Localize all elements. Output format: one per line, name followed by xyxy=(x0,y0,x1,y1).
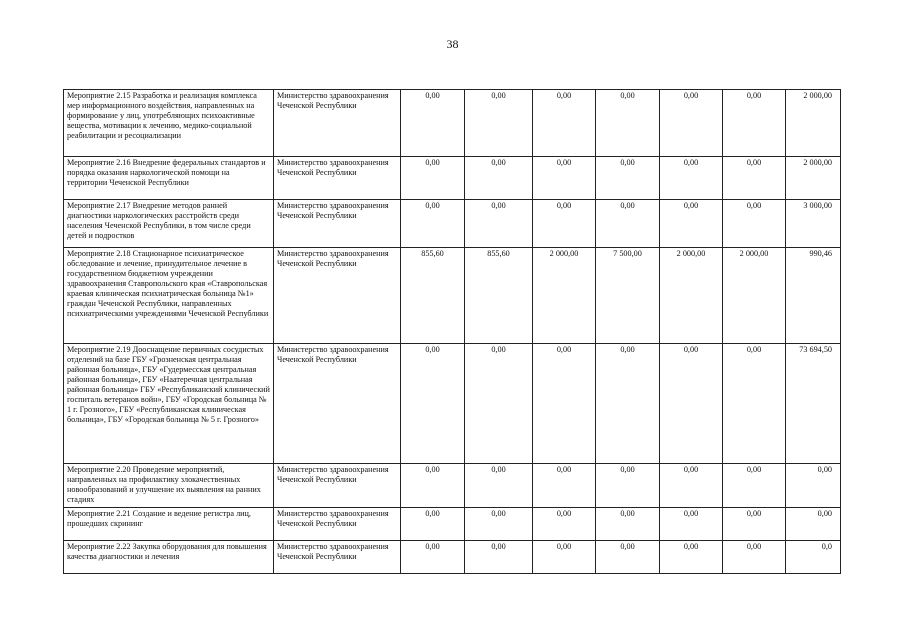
measures-table xyxy=(63,89,841,574)
value-cell: 0,00 xyxy=(465,344,533,464)
responsible-cell: Министерство здравоохранения Чеченской Республики xyxy=(274,90,401,157)
value-cell: 0,00 xyxy=(723,157,786,200)
value-cell: 0,00 xyxy=(596,157,660,200)
measure-name-cell: Мероприятие 2.20 Проведение мероприятий, направленных на профилактику злокачественных новообразований и улучшение их выявления на ранних стадиях xyxy=(64,464,274,508)
value-cell: 0,00 xyxy=(660,90,723,157)
value-cell: 0,00 xyxy=(786,464,841,508)
value-cell: 0,00 xyxy=(533,200,596,248)
value-cell: 0,00 xyxy=(401,157,465,200)
value-cell: 2 000,00 xyxy=(533,248,596,344)
responsible-cell: Министерство здравоохранения Чеченской Республики xyxy=(274,248,401,344)
value-cell: 0,00 xyxy=(401,541,465,574)
value-cell: 7 500,00 xyxy=(596,248,660,344)
value-cell: 0,00 xyxy=(596,508,660,541)
value-cell: 0,00 xyxy=(660,344,723,464)
table-row xyxy=(64,344,841,464)
table-row xyxy=(64,157,841,200)
value-cell: 0,00 xyxy=(465,200,533,248)
table-row xyxy=(64,200,841,248)
value-cell: 0,00 xyxy=(596,541,660,574)
value-cell: 2 000,00 xyxy=(660,248,723,344)
value-cell: 0,00 xyxy=(533,90,596,157)
value-cell: 0,00 xyxy=(533,464,596,508)
table-row xyxy=(64,90,841,157)
value-cell: 0,00 xyxy=(465,508,533,541)
value-cell: 0,00 xyxy=(533,508,596,541)
table-row xyxy=(64,508,841,541)
value-cell: 990,46 xyxy=(786,248,841,344)
value-cell: 0,00 xyxy=(533,344,596,464)
value-cell: 0,00 xyxy=(723,90,786,157)
table-row xyxy=(64,464,841,508)
responsible-cell: Министерство здравоохранения Чеченской Республики xyxy=(274,464,401,508)
value-cell: 0,00 xyxy=(660,464,723,508)
value-cell: 0,00 xyxy=(660,508,723,541)
value-cell: 0,00 xyxy=(465,541,533,574)
value-cell: 0,00 xyxy=(596,90,660,157)
value-cell: 0,00 xyxy=(401,90,465,157)
value-cell: 3 000,00 xyxy=(786,200,841,248)
measure-name-cell: Мероприятие 2.21 Создание и ведение регистра лиц, прошедших скрининг xyxy=(64,508,274,541)
value-cell: 0,00 xyxy=(596,200,660,248)
value-cell: 0,00 xyxy=(596,344,660,464)
value-cell: 0,00 xyxy=(401,344,465,464)
responsible-cell: Министерство здравоохранения Чеченской Республики xyxy=(274,344,401,464)
table-body xyxy=(64,90,841,574)
value-cell: 0,00 xyxy=(723,508,786,541)
value-cell: 0,00 xyxy=(723,541,786,574)
page-number: 38 xyxy=(446,37,459,51)
measure-name-cell: Мероприятие 2.18 Стационарное психиатрическое обследование и лечение, принудительное лечение в государственном бюджетном учреждении здравоохранения Ставропольского края «Ставропольская краевая клиническая психиатрическая больница №1» граждан Чеченской Республики, направленных психиатрическими учреждениями Чеченской Республики xyxy=(64,248,274,344)
responsible-cell: Министерство здравоохранения Чеченской Республики xyxy=(274,157,401,200)
value-cell: 0,00 xyxy=(723,464,786,508)
value-cell: 0,00 xyxy=(533,157,596,200)
measure-name-cell: Мероприятие 2.15 Разработка и реализация комплекса мер информационного воздействия, направленных на формирование у лиц, употребляющих психоактивные вещества, мотивации к лечению, медико-социальной реабилитации и ресоциализации xyxy=(64,90,274,157)
value-cell: 0,00 xyxy=(660,541,723,574)
value-cell: 0,00 xyxy=(401,508,465,541)
value-cell: 0,0 xyxy=(786,541,841,574)
value-cell: 73 694,50 xyxy=(786,344,841,464)
measure-name-cell: Мероприятие 2.22 Закупка оборудования для повышения качества диагностики и лечения xyxy=(64,541,274,574)
measure-name-cell: Мероприятие 2.19 Дооснащение первичных сосудистых отделений на базе ГБУ «Грозненская центральная районная больница», ГБУ «Гудермесская центральная районная больница», ГБУ «Наатеречная центральная районная больница» ГБУ «Республиканский клинический госпиталь ветеранов войн», ГБУ «Городская больница № 1 г. Грозного», ГБУ «Республиканская клиническая больница», ГБУ «Городская больница № 5 г. Грозного» xyxy=(64,344,274,464)
value-cell: 0,00 xyxy=(786,508,841,541)
table-row xyxy=(64,541,841,574)
value-cell: 0,00 xyxy=(723,344,786,464)
value-cell: 0,00 xyxy=(465,157,533,200)
table-row xyxy=(64,248,841,344)
value-cell: 0,00 xyxy=(660,200,723,248)
value-cell: 0,00 xyxy=(465,464,533,508)
value-cell: 2 000,00 xyxy=(786,157,841,200)
measure-name-cell: Мероприятие 2.16 Внедрение федеральных стандартов и порядка оказания наркологической помощи на территории Чеченской Республики xyxy=(64,157,274,200)
value-cell: 2 000,00 xyxy=(723,248,786,344)
value-cell: 0,00 xyxy=(465,90,533,157)
value-cell: 855,60 xyxy=(465,248,533,344)
value-cell: 0,00 xyxy=(401,464,465,508)
responsible-cell: Министерство здравоохранения Чеченской Республики xyxy=(274,541,401,574)
measure-name-cell: Мероприятие 2.17 Внедрение методов ранней диагностики наркологических расстройств среди населения Чеченской Республики, в том числе среди детей и подростков xyxy=(64,200,274,248)
value-cell: 0,00 xyxy=(596,464,660,508)
value-cell: 0,00 xyxy=(660,157,723,200)
value-cell: 0,00 xyxy=(533,541,596,574)
responsible-cell: Министерство здравоохранения Чеченской Республики xyxy=(274,508,401,541)
responsible-cell: Министерство здравоохранения Чеченской Республики xyxy=(274,200,401,248)
value-cell: 855,60 xyxy=(401,248,465,344)
value-cell: 0,00 xyxy=(401,200,465,248)
value-cell: 0,00 xyxy=(723,200,786,248)
value-cell: 2 000,00 xyxy=(786,90,841,157)
